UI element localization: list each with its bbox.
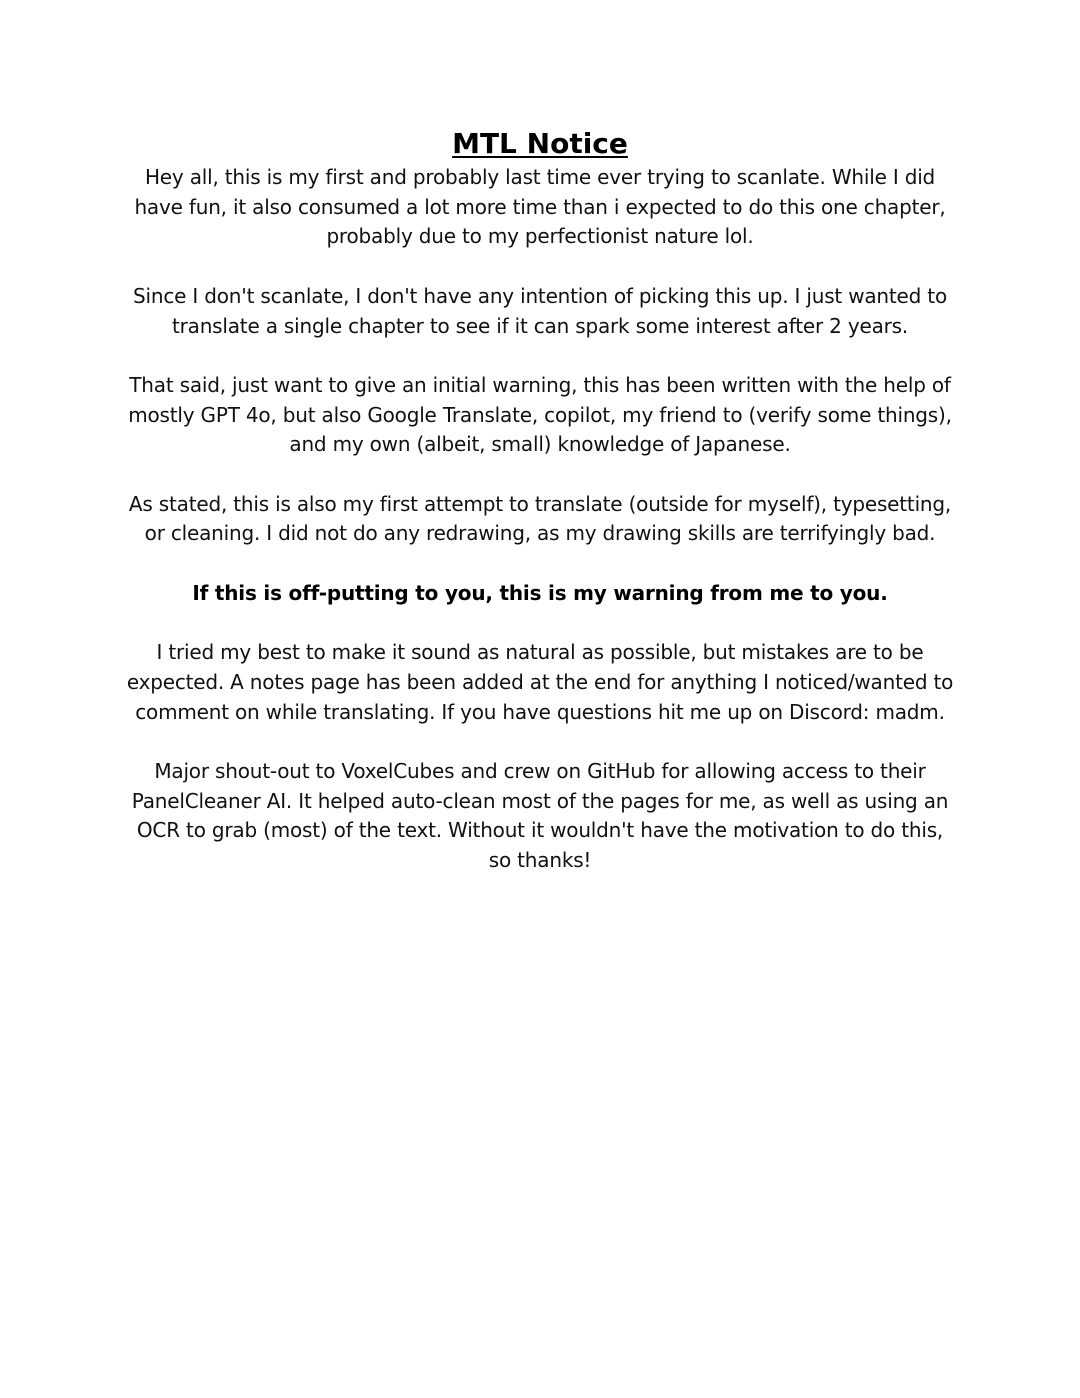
paragraph-mistakes: I tried my best to make it sound as natural as possible, but mistakes are to be expected. A notes page has been added at the end for anything I noticed/wanted to comment on while translating. If you have questions hit me up on Discord: madm. (126, 640, 954, 724)
paragraph-first-attempt: As stated, this is also my first attempt to translate (outside for myself), typesetting, or cleaning. I did not do any redrawing, as my drawing skills are terrifyingly bad. (128, 491, 952, 546)
paragraph-shout-out: Major shout-out to VoxelCubes and crew on GitHub for allowing access to their PanelCleaner AI. It helped auto-clean most of the pages for me, as well as using an OCR to grab (most) of the text. Without it wouldn't have the motivation to do this, so thanks! (131, 758, 949, 873)
paragraph-bold-warning: If this is off-putting to you, this is my warning from me to you. (192, 580, 888, 605)
paragraph-warning: That said, just want to give an initial warning, this has been written with the help of mostly GPT 4o, but also Google Translate, copilot, my friend to (verify some things), and my own (albeit, small) knowledge of Japanese. (128, 372, 952, 457)
page-title: MTL Notice (452, 127, 628, 160)
paragraph-intention: Since I don't scanlate, I don't have any intention of picking this up. I just wanted to translate a single chapter to see if it can spark some interest after 2 years. (133, 283, 947, 338)
paragraph-intro: Hey all, this is my first and probably last time ever trying to scanlate. While I did have fun, it also consumed a lot more time than i expected to do this one chapter, probably due to my perfectionist nature lol. (134, 165, 946, 249)
notice-body (125, 126, 955, 876)
